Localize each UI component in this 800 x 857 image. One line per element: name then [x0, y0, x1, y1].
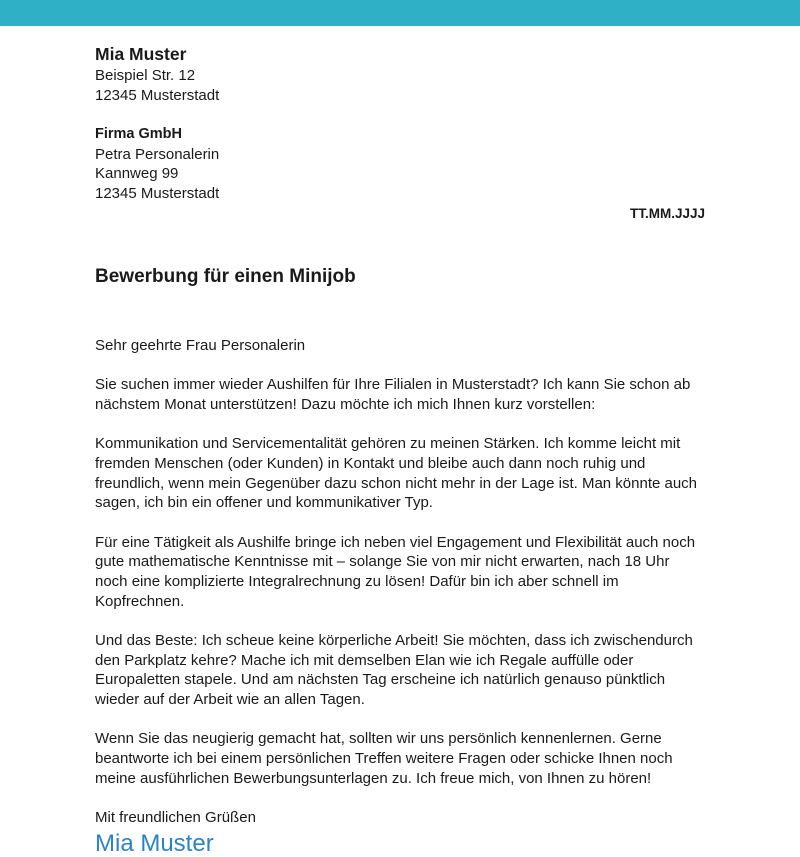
sender-street: Beispiel Str. 12: [95, 67, 196, 84]
paragraph: Sie suchen immer wieder Aushilfen für Ihre Filialen in Musterstadt? Ich kann Sie schon ab nächstem Monat unterstützen! Dazu möchte ich mich Ihnen kurz vorstellen:: [95, 376, 691, 413]
recipient-company: Firma GmbH: [95, 126, 183, 143]
sender-city: 12345 Musterstadt: [95, 86, 220, 104]
salutation: Sehr geehrte Frau Personalerin: [95, 336, 306, 354]
paragraph: Für eine Tätigkeit als Aushilfe bringe ich neben viel Engagement und Flexibilität auch noch gute mathematische Kenntnisse mit – solange Sie von mir nicht erwarten, nach 18 Uhr noch eine komplizierte Integralrechnung zu lösen! Dafür bin ich aber schnell im Kopfrechnen.: [95, 533, 696, 610]
sender-name: Mia Muster: [95, 44, 187, 64]
recipient-city: 12345 Musterstadt: [95, 184, 220, 202]
sender-block: [95, 42, 705, 105]
letter-date: TT.MM.JJJJ: [629, 205, 705, 221]
paragraph: Wenn Sie das neugierig gemacht hat, sollten wir uns persönlich kennenlernen. Gerne beantworte ich bei einem persönlichen Treffen weitere Fragen oder schicke Ihnen noch meine ausführlichen Bewerbungsunterlagen zu. Ich freue mich, von Ihnen zu hören!: [95, 730, 673, 787]
recipient-block: [95, 125, 705, 203]
header-accent-bar: [0, 0, 800, 26]
signature: Mia Muster: [95, 829, 214, 857]
paragraph: Und das Beste: Ich scheue keine körperliche Arbeit! Sie möchten, dass ich zwischendurch den Parkplatz kehre? Mache ich mit demselben Elan wie ich Regale auffülle oder Europaletten stapele. Und am nächsten Tag erscheine ich natürlich genauso pünktlich wieder auf der Arbeit wie an allen Tagen.: [95, 632, 693, 708]
paragraph: Kommunikation und Servicementalität gehören zu meinen Stärken. Ich komme leicht mit fremden Menschen (oder Kunden) in Kontakt und bleibe auch dann noch ruhig und freundlich, wenn mein Gegenüber dazu schon nicht mehr in der Lage ist. Man könnte auch sagen, ich bin ein offener und kommunikativer Typ.: [95, 435, 698, 512]
letter-body: [95, 42, 705, 857]
recipient-contact: Petra Personalerin: [95, 145, 220, 163]
letter-subject: Bewerbung für einen Minijob: [95, 265, 356, 287]
closing: Mit freundlichen Grüßen: [95, 809, 256, 827]
recipient-street: Kannweg 99: [95, 165, 179, 183]
